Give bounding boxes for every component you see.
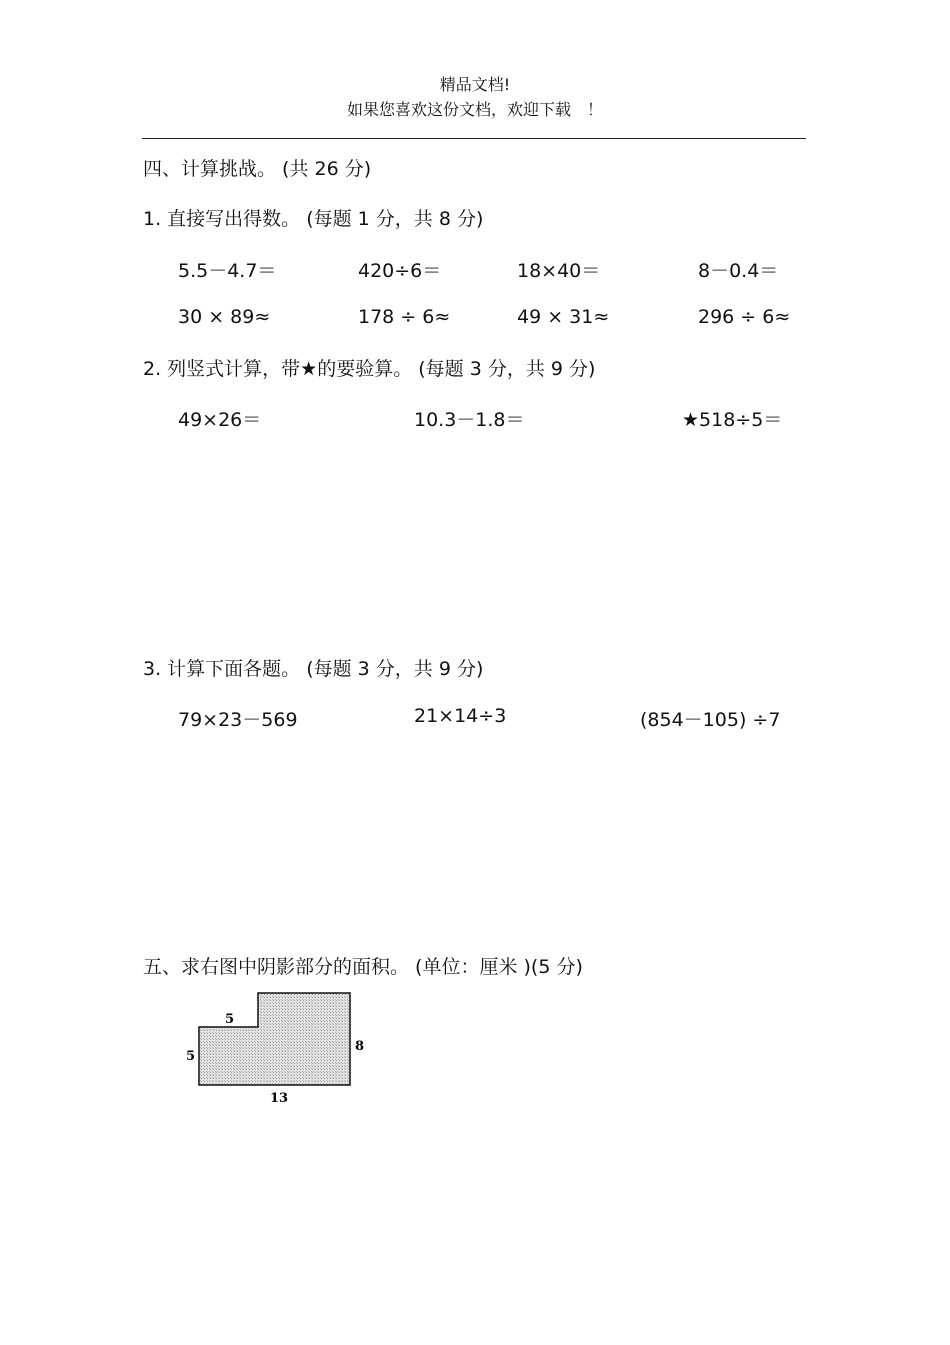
shaded-area-figure xyxy=(180,985,380,1105)
shaded-l-shape xyxy=(199,993,350,1085)
header-divider xyxy=(142,138,806,139)
figure-label-top: 5 xyxy=(225,1012,235,1027)
q2-item: 10.3－1.8＝ xyxy=(414,409,525,431)
q2-item: ★518÷5＝ xyxy=(682,409,783,431)
q1-item: 49 × 31≈ xyxy=(517,306,610,328)
q2-item: 49×26＝ xyxy=(178,409,262,431)
q1-item: 420÷6＝ xyxy=(358,260,442,282)
q2-title: 2. 列竖式计算，带★的要验算。 (每题 3 分，共 9 分) xyxy=(143,358,596,380)
q1-item: 30 × 89≈ xyxy=(178,306,271,328)
q3-item: 21×14÷3 xyxy=(414,705,507,727)
q1-item: 296 ÷ 6≈ xyxy=(698,306,791,328)
figure-label-bottom: 13 xyxy=(270,1091,289,1105)
q1-item: 178 ÷ 6≈ xyxy=(358,306,451,328)
q1-item: 18×40＝ xyxy=(517,260,601,282)
q3-title: 3. 计算下面各题。 (每题 3 分，共 9 分) xyxy=(143,658,484,680)
page-header-line1: 精品文档! xyxy=(439,75,511,94)
section5-title: 五、求右图中阴影部分的面积。 (单位：厘米 )(5 分) xyxy=(143,956,583,978)
page-header-line2: 如果您喜欢这份文档，欢迎下载 ！ xyxy=(346,100,603,119)
section4-title: 四、计算挑战。 (共 26 分) xyxy=(143,158,372,180)
q1-item: 8－0.4＝ xyxy=(698,260,779,282)
q3-item: (854－105) ÷7 xyxy=(640,709,781,731)
figure-label-left: 5 xyxy=(186,1049,196,1064)
q1-item: 5.5－4.7＝ xyxy=(178,260,277,282)
q3-item: 79×23－569 xyxy=(178,709,298,731)
q1-title: 1. 直接写出得数。 (每题 1 分，共 8 分) xyxy=(143,208,484,230)
figure-label-right: 8 xyxy=(355,1039,365,1054)
